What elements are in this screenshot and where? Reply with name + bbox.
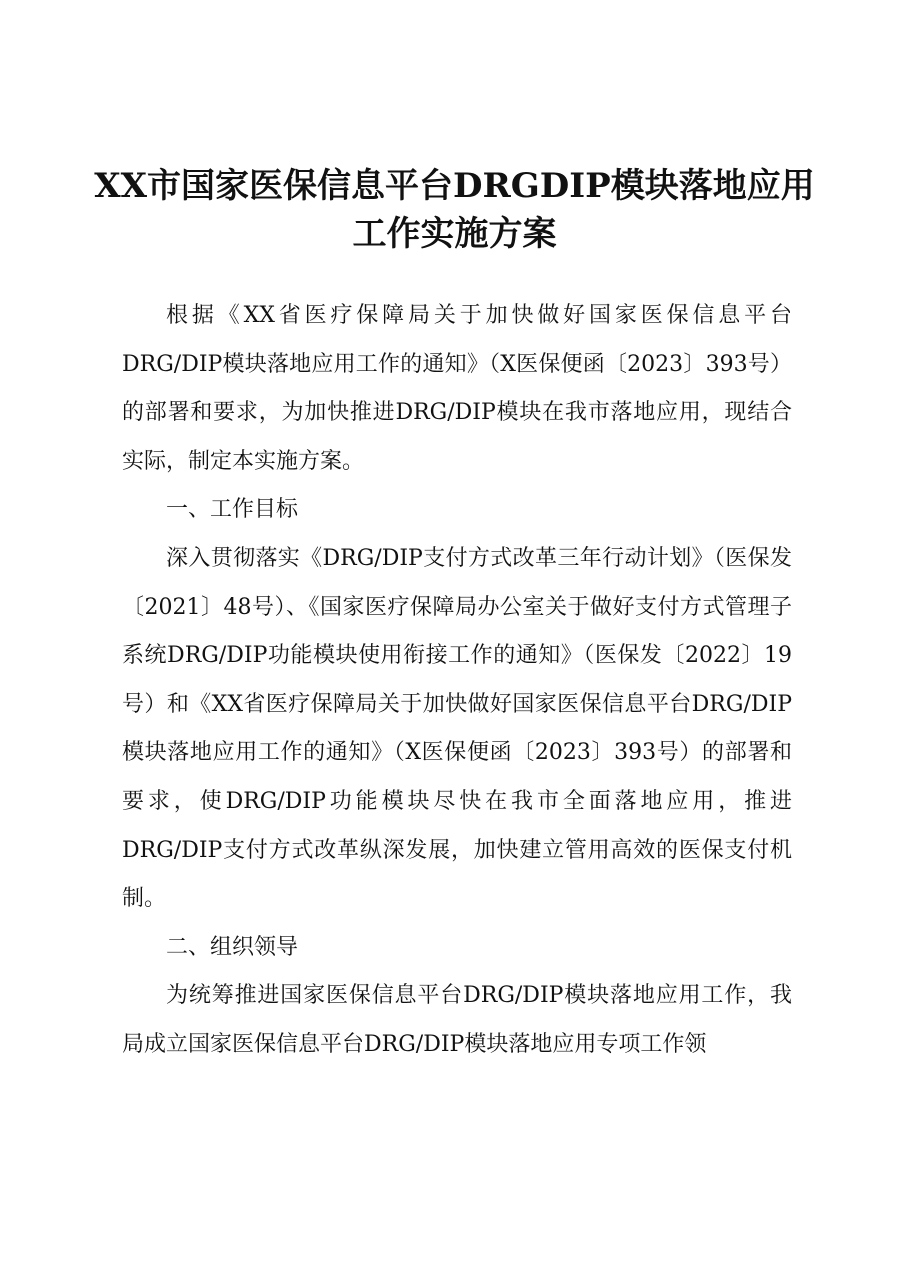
intro-paragraph: 根据《XX省医疗保障局关于加快做好国家医保信息平台DRG/DIP模块落地应用工作的通知》（X医保便函〔2023〕393号）的部署和要求，为加快推进DRG/DIP模块在我市落地应用，现结合实际，制定本实施方案。 — [122, 303, 792, 474]
document-body — [122, 292, 792, 1070]
section-heading-leadership: 二、组织领导 — [166, 934, 299, 960]
document-title-line-2: 工作实施方案 — [352, 214, 557, 254]
section-heading-goals: 一、工作目标 — [166, 497, 299, 523]
document-title-line-1: XX市国家医保信息平台DRGDIP模块落地应用 — [94, 166, 815, 206]
leadership-paragraph: 为统筹推进国家医保信息平台DRG/DIP模块落地应用工作，我局成立国家医保信息平台DRG/DIP模块落地应用专项工作领 — [122, 983, 792, 1057]
goals-paragraph: 深入贯彻落实《DRG/DIP支付方式改革三年行动计划》（医保发〔2021〕48号）、《国家医疗保障局办公室关于做好支付方式管理子系统DRG/DIP功能模块使用衔接工作的通知》（医保发〔2022〕19号）和《XX省医疗保障局关于加快做好国家医保信息平台DRG/DIP模块落地应用工作的通知》（X医保便函〔2023〕393号）的部署和要求，使DRG/DIP功能模块尽快在我市全面落地应用，推进DRG/DIP支付方式改革纵深发展，加快建立管用高效的医保支付机制。 — [122, 545, 792, 912]
